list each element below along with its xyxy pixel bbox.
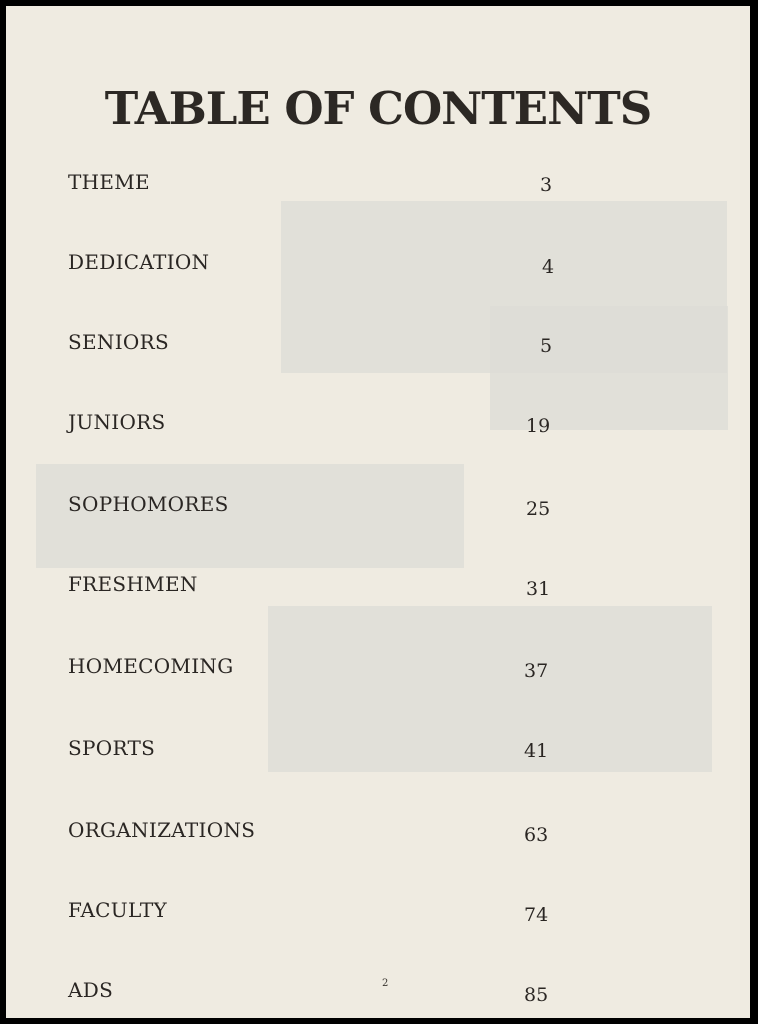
document-page (6, 6, 750, 1018)
toc-page-number: 19 (526, 415, 551, 437)
toc-entry-homecoming (6, 654, 750, 684)
toc-entry-seniors (6, 330, 750, 360)
toc-entry-faculty (6, 898, 750, 928)
toc-entry-sports (6, 736, 750, 766)
toc-page-number: 5 (540, 335, 553, 357)
toc-label: SPORTS (68, 736, 156, 760)
toc-page-number: 3 (540, 174, 553, 196)
toc-label: DEDICATION (68, 250, 210, 274)
footer-page-number: 2 (382, 978, 389, 989)
toc-page-number: 41 (524, 740, 549, 762)
toc-entry-juniors (6, 410, 750, 440)
toc-page-number: 4 (542, 256, 555, 278)
toc-entry-freshmen (6, 572, 750, 602)
toc-label: HOMECOMING (68, 654, 234, 678)
toc-label: ADS (68, 978, 114, 1002)
page-title: TABLE OF CONTENTS (104, 82, 652, 135)
toc-label: THEME (68, 170, 150, 194)
toc-page-number: 31 (526, 578, 551, 600)
toc-entry-dedication (6, 250, 750, 280)
toc-label: SOPHOMORES (68, 492, 229, 516)
toc-entry-sophomores (6, 492, 750, 522)
toc-label: ORGANIZATIONS (68, 818, 256, 842)
toc-page-number: 85 (524, 984, 549, 1006)
toc-page-number: 63 (524, 824, 549, 846)
toc-label: FACULTY (68, 898, 168, 922)
toc-entry-ads (6, 978, 750, 1008)
toc-entry-theme (6, 170, 750, 200)
toc-label: JUNIORS (68, 410, 166, 434)
toc-page-number: 37 (524, 660, 549, 682)
toc-entry-organizations (6, 818, 750, 848)
toc-page-number: 25 (526, 498, 551, 520)
toc-page-number: 74 (524, 904, 549, 926)
toc-label: FRESHMEN (68, 572, 198, 596)
toc-label: SENIORS (68, 330, 169, 354)
